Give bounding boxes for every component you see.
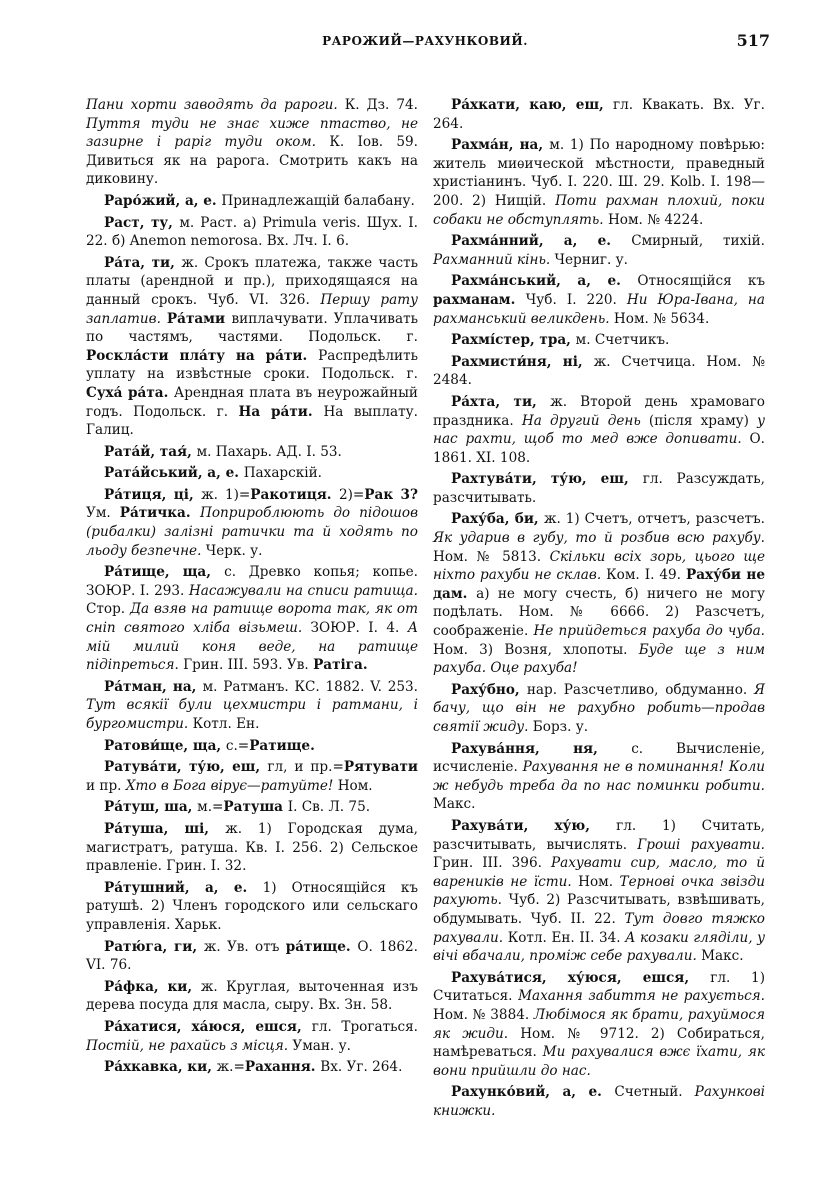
definition-text: Макс. xyxy=(701,948,744,965)
definition-text: гл. 1) Считать, разсчитывать, вычислять. xyxy=(433,817,765,853)
headword: Ратіга. xyxy=(313,657,368,674)
definition-text: Ном. 3) Возня, хлопоты. xyxy=(433,641,639,658)
headword: Раст, ту, xyxy=(104,214,180,231)
definition-text: м. Раст. а) Primula veris. Шух. I. 22. б) Anemon nemorosa. Вх. Лч. I. 6. xyxy=(86,214,418,250)
dictionary-entry xyxy=(433,331,765,350)
definition-text: Грин. III. 593. Ув. xyxy=(183,657,314,674)
headword: Рата́йський, а, е. xyxy=(104,465,244,482)
dictionary-entry xyxy=(86,1018,418,1055)
headword: Раху́би не дам. xyxy=(433,567,765,602)
headword: Раху́ба, би, xyxy=(451,511,544,528)
definition-text: Ном. № 5813. xyxy=(433,548,550,565)
definition-text: ЗОЮР. I. 4. xyxy=(310,620,408,637)
headword: Ра́тами xyxy=(166,310,232,327)
dictionary-entry xyxy=(86,737,418,756)
definition-text: гл. Квакать. Вх. Уг. 264. xyxy=(433,97,765,132)
headword: Ра́та, ти, xyxy=(104,254,182,271)
definition-text: Чуб. I. 220. xyxy=(525,291,627,308)
definition-text: Макс. xyxy=(433,796,476,813)
headword: Роскла́сти пла́ту на ра́ти. xyxy=(86,347,319,364)
headword: Ра́хкавка, ки, xyxy=(104,1059,217,1076)
example-text: Постій, не рахайсь з місця. xyxy=(86,1037,293,1054)
example-text: Не прийдеться рахуба до чуба. xyxy=(533,623,766,640)
example-text: Поти рахман плохий, поки собаки не обступлять. xyxy=(433,192,766,228)
example-text: Рахункові книжки. xyxy=(433,1084,765,1119)
definition-text: м. Пахарь. АД. I. 53. xyxy=(196,443,342,460)
example-text: Гроші рахувати. xyxy=(637,836,765,853)
headword: Ра́тушний, а, е. xyxy=(104,879,263,896)
definition-text: Арендная плата въ неурожайный годъ. Подольск. г. xyxy=(86,384,418,420)
dictionary-entry xyxy=(86,443,418,462)
definition-text: ж. Круглая, выточенная изъ дерева посуда для масла, сыру. Вх. Зн. 58. xyxy=(86,978,418,1014)
definition-text: Распредѣлить уплату на извѣстные сроки. Подольск. г. xyxy=(86,347,418,383)
dictionary-entry xyxy=(433,740,765,814)
headword: рахманам. xyxy=(433,291,526,308)
dictionary-entry xyxy=(433,817,765,966)
definition-text: I. Св. Л. 75. xyxy=(287,799,371,816)
definition-text: Ном. № 4224. xyxy=(607,211,704,228)
dictionary-entry xyxy=(86,798,418,817)
headword: Ра́туша, ші, xyxy=(104,820,226,837)
headword: Рахма́нний, а, е. xyxy=(451,233,632,250)
headword: Ра́тичка. xyxy=(119,505,200,522)
definition-text: Черк. у. xyxy=(205,542,263,559)
example-text: Буде ще з ним рахуба. Оце рахуба! xyxy=(433,641,765,677)
running-head: РАРОЖИЙ—РАХУНКОВИЙ. xyxy=(322,34,528,48)
definition-text: На выплату. Галиц. xyxy=(86,403,418,439)
definition-text: Смирный, тихій. xyxy=(631,233,766,250)
dictionary-entry xyxy=(86,254,418,440)
definition-text: Вх. Уг. 264. xyxy=(320,1059,403,1076)
definition-text: Пахарскій. xyxy=(243,465,322,482)
dictionary-entry xyxy=(433,510,765,677)
definition-text: ж. 1) Счетъ, отчетъ, разсчетъ. xyxy=(544,511,765,528)
headword: На ра́ти. xyxy=(238,403,324,420)
dictionary-entry xyxy=(86,563,418,675)
definition-text: ж. Срокъ платежа, также часть платы (арендной и пр.), приходящаяся на данный срокъ. Чуб. VI. 326. xyxy=(86,254,418,308)
definition-text: с. Древко копья; копье. ЗОЮР. I. 293. xyxy=(86,564,418,599)
definition-text: Стор. xyxy=(86,601,130,618)
example-text: Рахування не в поминання! Коли ж небудь треба да по нас поминки робити. xyxy=(433,759,765,794)
definition-text: К. Іов. 59. Дивиться як на рарога. Смотрить какъ на диковину. xyxy=(86,134,418,188)
headword: Рахува́тися, ху́юся, ешся, xyxy=(451,969,711,986)
headword: Ракотиця. xyxy=(250,486,339,503)
example-text: Да взяв на ратище ворота так, як от снiп святого хліба візьмеш. xyxy=(86,601,418,637)
definition-text: О. 1861. XI. 108. xyxy=(433,431,765,466)
headword: Рахтува́ти, ту́ю, еш, xyxy=(451,471,643,488)
dictionary-entry xyxy=(433,969,765,1081)
dictionary-entry xyxy=(86,879,418,935)
dictionary-entry xyxy=(86,96,418,189)
definition-text: Котл. Ен. xyxy=(192,716,260,732)
example-text: Тут довго тяжко рахували. xyxy=(433,910,765,946)
headword: Ра́хкати, каю, еш, xyxy=(451,97,614,113)
definition-text: ж. Второй день храмоваго праздника. xyxy=(433,393,765,429)
headword: Рахунко́вий, а, е. xyxy=(451,1084,615,1101)
dictionary-entry xyxy=(433,96,765,133)
headword: Ра́тиця, ці, xyxy=(104,486,202,503)
dictionary-entry xyxy=(433,681,765,737)
definition-text: м. Счетчикъ. xyxy=(575,332,670,349)
dictionary-entry xyxy=(433,272,765,328)
dictionary-entry xyxy=(433,353,765,390)
example-text: Рахувати сир, масло, то й вареників не їсти. xyxy=(433,855,765,890)
definition-text: ж. 1) Городская дума, магистратъ, ратуша. Кв. I. 256. 2) Сельское правленіе. Грин. I. 32. xyxy=(86,820,418,875)
example-text: Першу рату заплатив. xyxy=(86,291,418,327)
definition-text: К. Дз. 74. xyxy=(344,97,418,113)
definition-text: с.= xyxy=(225,737,250,754)
right-column xyxy=(433,96,765,1123)
headword: Рахува́ння, ня, xyxy=(451,740,632,757)
definition-text: Борз. у. xyxy=(532,719,589,735)
definition-text: Чуб. 2) Разсчитывать, взвѣшивать, обдумывать. Чуб. II. 22. xyxy=(433,892,765,927)
definition-text: Ум. xyxy=(86,505,120,522)
headword: Суха́ ра́та. xyxy=(86,384,174,401)
definition-text: а) не могу счесть, б) ничего не могу подѣлать. Ном. № 6666. 2) Разсчетъ, соображеніе. xyxy=(433,585,765,640)
headword: Ратуша xyxy=(223,799,288,816)
example-text: Я бачу, що він не рахубно робить—продав святії жиду. xyxy=(433,681,765,735)
dictionary-entry xyxy=(86,486,418,560)
dictionary-entry xyxy=(86,978,418,1015)
headword: Ратище. xyxy=(249,737,315,754)
definition-text: м. 1) По народному повѣрью: житель миѳической мѣстности, праведный христіанинъ. Чуб. I. 220. Ш. 29. Kolb. I. 198—200. 2) Нищій. xyxy=(433,137,765,209)
headword: Ра́тище, ща, xyxy=(104,564,225,581)
definition-text: Ном. xyxy=(337,777,373,794)
definition-text: ж. Ув. отъ xyxy=(203,938,286,955)
example-text: А мій милий коня веде, на ратище підіпреться. xyxy=(86,620,418,674)
dictionary-entry xyxy=(86,192,418,211)
definition-text: ж. Счетчица. Ном. № 2484. xyxy=(433,353,765,389)
definition-text: Котл. Ен. II. 34. xyxy=(507,929,626,946)
definition-text: Счетный. xyxy=(614,1084,695,1101)
definition-text: м. Ратманъ. КС. 1882. V. 253. xyxy=(202,678,418,695)
definition-text: Принадлежащій балабану. xyxy=(221,192,415,209)
headword: Раро́жий, а, е. xyxy=(104,192,222,209)
left-column xyxy=(86,96,418,1080)
headword: Рак 3? xyxy=(364,486,418,503)
dictionary-entry xyxy=(86,214,418,251)
definition-text: ж.= xyxy=(216,1059,245,1076)
example-text: На другий день xyxy=(521,412,649,429)
example-text: Як ударив в губу, то й розбив всю рахубу. xyxy=(433,530,765,547)
definition-text: Ном. xyxy=(578,873,620,890)
dictionary-entry xyxy=(433,1083,765,1120)
dictionary-entry xyxy=(433,136,765,229)
headword: Ра́фка, ки, xyxy=(104,978,201,995)
dictionary-entry xyxy=(433,232,765,269)
dictionary-entry xyxy=(86,820,418,876)
headword: Рахма́н, на, xyxy=(451,137,550,154)
headword: Рахмисти́ня, ні, xyxy=(451,353,594,370)
definition-text: Грин. III. 396. xyxy=(433,855,551,872)
definition-text: Относящійся къ xyxy=(637,273,765,290)
definition-text: гл. Разсуждать, разсчитывать. xyxy=(433,471,765,506)
definition-text: Ном. № 9712. 2) Собираться, намѣреваться. xyxy=(433,1025,765,1061)
definition-text: нар. Разсчетливо, обдуманно. xyxy=(526,681,755,698)
example-text: Рахманний кінь. xyxy=(433,251,555,268)
headword: Ратю́га, ги, xyxy=(104,938,204,955)
example-text: Насажували на списи ратища. xyxy=(188,582,418,599)
example-text: Пуття туди не знає хиже птаство, не зазирне і раріг туди оком. xyxy=(86,115,418,151)
example-text: Ни Юра-Івана, на рахманський великдень. xyxy=(433,291,765,327)
headword: ра́тище. xyxy=(285,938,358,955)
dictionary-entry xyxy=(433,393,765,467)
headword: Рахува́ти, ху́ю, xyxy=(451,817,617,834)
definition-text: с. Вычисленіе, исчисленіе. xyxy=(433,740,765,776)
headword: Рахмі́стер, тра, xyxy=(451,332,576,349)
example-text: Махання забиття не рахується. xyxy=(518,988,766,1005)
headword: Рата́й, тая́, xyxy=(104,443,197,460)
dictionary-entry xyxy=(86,1058,418,1077)
definition-text: м.= xyxy=(197,799,224,816)
headword: Ратови́ще, ща, xyxy=(104,737,226,754)
headword: Ра́туш, ша, xyxy=(104,799,198,816)
definition-text: Ком. I. 49. xyxy=(606,567,686,584)
example-text: Пани хорти заводять да рароги. xyxy=(86,97,345,113)
definition-text: ж. 1)= xyxy=(201,486,251,503)
example-text: Тут всякії були цехмистри і ратмани, і бургомистри. xyxy=(86,697,418,732)
example-text: Любімося як брати, рахуймося як жиди. xyxy=(433,1006,765,1042)
definition-text: Ном. № 5634. xyxy=(613,310,710,327)
definition-text: гл. Трогаться. xyxy=(311,1018,418,1035)
definition-text: и пр. xyxy=(86,777,126,794)
headword: Раху́бно, xyxy=(451,681,527,698)
definition-text: Уман. у. xyxy=(292,1037,351,1054)
definition-text: О. 1862. VI. 76. xyxy=(86,938,419,974)
dictionary-entry xyxy=(86,938,418,975)
headword: Ра́тман, на, xyxy=(104,678,203,695)
headword: Ра́хатися, ха́юся, ешся, xyxy=(104,1018,312,1035)
definition-text: виплачувати. Уплачивать по частямъ, частями. Подольск. г. xyxy=(86,310,418,346)
example-text: у нас рахти, щоб то мед вже допивати. xyxy=(433,412,766,448)
definition-text: 1) Относящійся къ ратушѣ. 2) Членъ городского или сельскаго управленія. Харьк. xyxy=(86,879,419,933)
headword: Ра́хта, ти, xyxy=(451,393,551,410)
definition-text: 2)= xyxy=(338,486,365,503)
example-text: Скільки всіх зорь, цього ще ніхто рахуби не склав. xyxy=(433,548,765,584)
page-header xyxy=(80,31,770,54)
dictionary-entry xyxy=(86,464,418,483)
definition-text: Ном. № 3884. xyxy=(433,1006,534,1023)
example-text: Поприроблюють до підошов (рибалки) залізні ратички та й ходять по льоду безпечне. xyxy=(86,505,418,559)
example-text: Тернові очка звізди рахують. xyxy=(433,873,765,909)
dictionary-entry xyxy=(433,470,765,507)
headword: Рахання. xyxy=(244,1059,321,1076)
example-text: Хто в Бога вірує—ратуйте! xyxy=(125,777,338,794)
definition-text: гл, и пр.= xyxy=(267,759,344,776)
dictionary-entry xyxy=(86,758,418,795)
headword: Ратува́ти, ту́ю, еш, xyxy=(104,759,268,776)
example-text: А козаки глядiли, у вічі вбачали, проміж себе рахували. xyxy=(433,929,765,965)
headword: Рахма́нський, а, е. xyxy=(451,273,638,290)
definition-text: гл. 1) Считаться. xyxy=(433,969,765,1005)
headword: Рятувати xyxy=(343,759,418,776)
dictionary-entry xyxy=(86,678,418,734)
page-number: 517 xyxy=(736,31,770,50)
definition-text: Черниг. у. xyxy=(554,251,628,268)
definition-text: (після храму) xyxy=(648,412,758,429)
example-text: Ми рахувалися вжє їхати, як вони прийшли до нас. xyxy=(433,1044,765,1079)
